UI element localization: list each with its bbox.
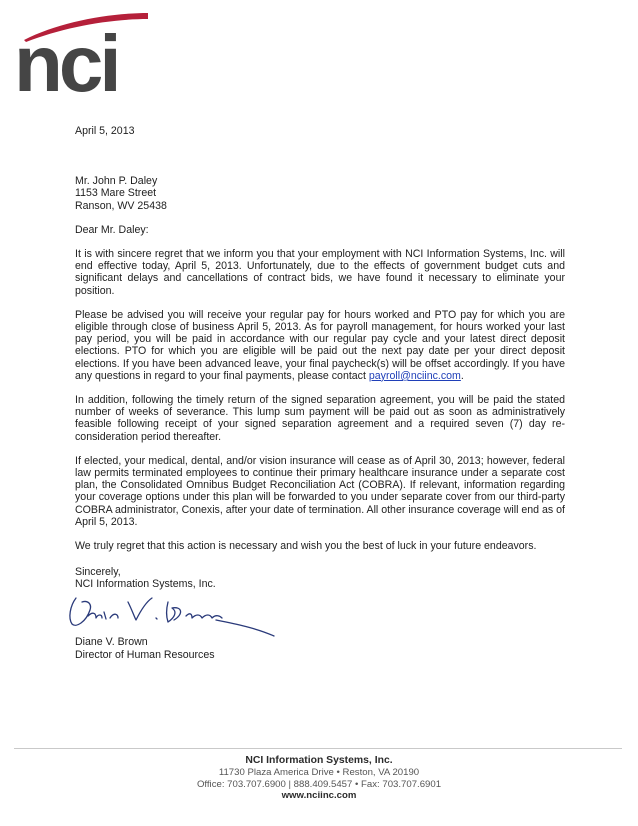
signer-title: Director of Human Resources xyxy=(75,649,215,661)
nci-logo xyxy=(14,6,154,108)
footer-company: NCI Information Systems, Inc. xyxy=(245,755,393,766)
closing: Sincerely, xyxy=(75,566,121,579)
footer-website[interactable]: www.nciinc.com xyxy=(281,790,357,802)
paragraph-payroll-text: Please be advised you will receive your regular pay for hours worked and PTO pay for which you are eligible through close of business April 5, 2013. As for payroll management, for hours worked your last pay period, you will be paid in accordance with our regular pay cycle and your latest direct deposit elections. PTO for which you are eligible will be paid out the next pay date per your direct deposit elections. If you have been advanced leave, your final paycheck(s) will be offset accordingly. If you have any questions in regard to your final payments, please contact xyxy=(75,308,565,382)
logo-wordmark: nci xyxy=(14,19,118,108)
letter-body xyxy=(75,116,565,591)
signer-name: Diane V. Brown xyxy=(75,636,148,648)
signer-block xyxy=(75,636,215,662)
recipient-name: Mr. John P. Daley xyxy=(75,175,158,188)
paragraph-payroll: Please be advised you will receive your regular pay for hours worked and PTO pay for which you are eligible through close of business April 5, 2013. As for payroll management, for hours worked your last pay period, you will be paid in accordance with our regular pay cycle and your latest direct deposit elections. PTO for which you are eligible will be paid out the next pay date per your direct deposit elections. If you have been advanced leave, your final paycheck(s) will be offset accordingly. If you have any questions in regard to your final payments, please contact payroll@nciinc.com. xyxy=(75,308,565,382)
payroll-email-link[interactable]: payroll@nciinc.com xyxy=(368,369,461,382)
paragraph-regret: We truly regret that this action is necessary and wish you the best of luck in your future endeavors. xyxy=(75,540,537,553)
recipient-street: 1153 Mare Street xyxy=(75,187,157,200)
paragraph-severance: In addition, following the timely return of the signed separation agreement, you will be paid the stated number of weeks of severance. This lump sum payment will be paid out as soon as administratively feasible following receipt of your signed separation agreement and a required seven (7) day re-consideration period thereafter. xyxy=(75,394,565,443)
footer-phones: Office: 703.707.6900 | 888.409.5457 • Fax: 703.707.6901 xyxy=(196,778,442,790)
paragraph-termination: It is with sincere regret that we inform you that your employment with NCI Information Systems, Inc. will end effective today, April 5, 2013. Unfortunately, due to the effects of government budget cuts and significant delays and cancellations of contract bids, we have found it necessary to eliminate your position. xyxy=(75,248,565,297)
closing-company: NCI Information Systems, Inc. xyxy=(75,578,216,591)
footer-address: 11730 Plaza America Drive • Reston, VA 20190 xyxy=(218,766,420,778)
handwritten-signature xyxy=(66,592,286,640)
footer xyxy=(0,755,638,802)
letter-date: April 5, 2013 xyxy=(75,125,135,137)
recipient-address xyxy=(75,175,565,212)
salutation: Dear Mr. Daley: xyxy=(75,223,149,236)
footer-divider xyxy=(14,748,622,749)
recipient-city: Ranson, WV 25438 xyxy=(75,199,167,212)
paragraph-insurance: If elected, your medical, dental, and/or vision insurance will cease as of April 30, 2013; however, federal law permits terminated employees to continue their primary healthcare insurance under a separate cost plan, the Consolidated Omnibus Budget Reconciliation Act (COBRA). If relevant, information regarding your coverage options under this plan will be forwarded to you under separate cover from our third-party COBRA administrator, Conexis, after your date of termination. All other insurance coverage will end as of April 5, 2013. xyxy=(75,454,565,528)
